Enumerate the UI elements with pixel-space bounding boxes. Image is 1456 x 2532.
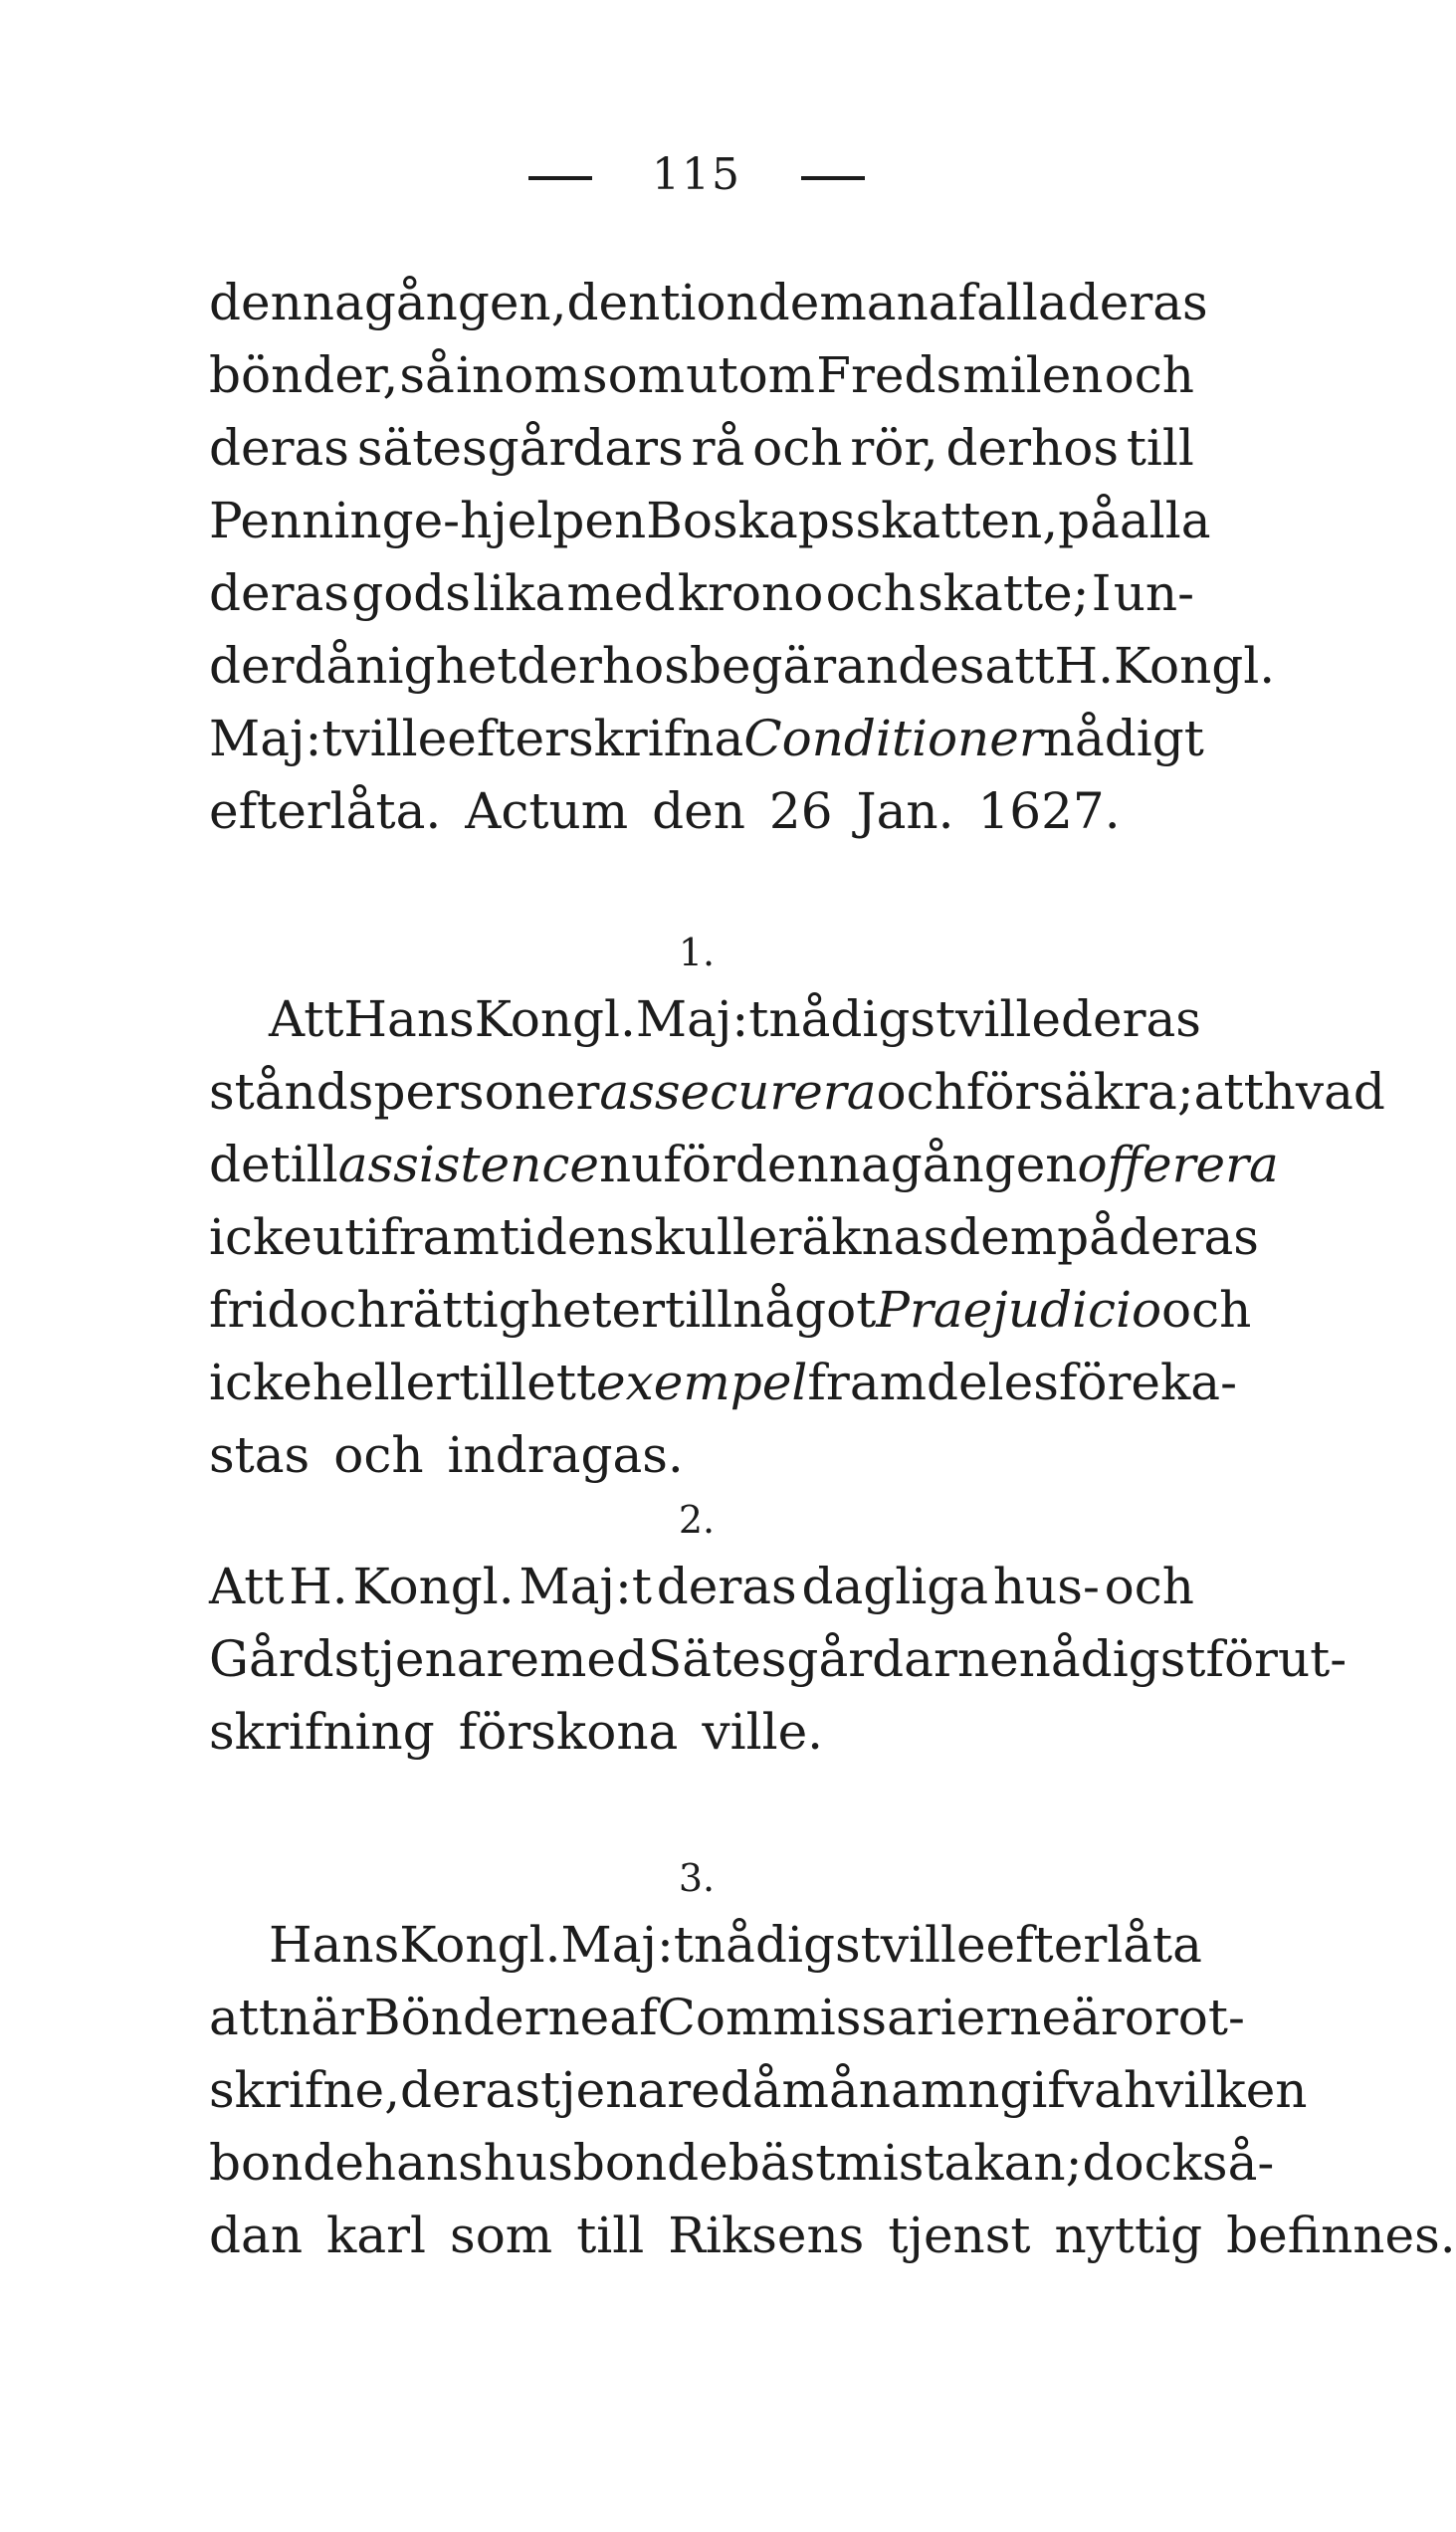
- page-header: [0, 149, 1393, 200]
- word: uti: [312, 1208, 381, 1266]
- text-line: [209, 1982, 1245, 2054]
- text-line: [209, 1623, 1348, 1696]
- word: alla: [976, 274, 1068, 331]
- word: Maj:t: [635, 990, 769, 1048]
- word: deras: [209, 564, 349, 622]
- word: krono: [677, 564, 824, 622]
- word: och: [825, 564, 916, 622]
- word: icke: [209, 1354, 312, 1411]
- text-line: [209, 1129, 1279, 1201]
- word: 26: [768, 782, 833, 840]
- word: och: [876, 1063, 966, 1121]
- word: indragas.: [447, 1426, 684, 1484]
- word: ville: [880, 1916, 986, 1974]
- word: bäst: [728, 2134, 836, 2192]
- word: föreka-: [1058, 1354, 1237, 1411]
- word: derhos: [517, 637, 690, 695]
- word: nådigst: [693, 1916, 881, 1974]
- word: heller: [312, 1354, 460, 1411]
- text-line: [209, 983, 1201, 1056]
- word: deras: [656, 1558, 797, 1615]
- word: karl: [326, 2207, 427, 2264]
- page-number: 115: [652, 149, 741, 200]
- word: hus-: [992, 1558, 1100, 1615]
- text-line: [209, 630, 1276, 703]
- text-line: [209, 775, 1194, 848]
- word: Kongl.: [474, 990, 636, 1048]
- word: den: [652, 782, 745, 840]
- word: försäkra;: [965, 1063, 1194, 1121]
- text-line: [209, 1347, 1237, 1419]
- word: till: [665, 1281, 733, 1339]
- word: tionde: [660, 274, 820, 331]
- word: för: [663, 1136, 735, 1193]
- word: offerera: [1077, 1136, 1279, 1193]
- word: och: [1104, 346, 1194, 404]
- word: må: [781, 2061, 859, 2119]
- word: gången,: [363, 274, 567, 331]
- word: nu: [598, 1136, 664, 1193]
- word: gods: [351, 564, 471, 622]
- word: något: [732, 1281, 877, 1339]
- word: derhos: [945, 419, 1119, 477]
- word: Jan.: [856, 782, 954, 840]
- word: icke: [209, 1208, 312, 1266]
- word: då: [720, 2061, 782, 2119]
- word: räknas: [777, 1208, 949, 1266]
- text-line: [209, 2127, 1275, 2200]
- word: skulle: [628, 1208, 778, 1266]
- word: äro: [1071, 1989, 1154, 2046]
- word: stas: [209, 1426, 311, 1484]
- word: rättigheter: [388, 1281, 665, 1339]
- text-line: [209, 412, 1194, 485]
- word: denna: [734, 1136, 891, 1193]
- word: så: [399, 346, 455, 404]
- word: efterskrifna: [447, 710, 744, 767]
- section-2-paragraph: [209, 1551, 1348, 1769]
- word: milen: [962, 346, 1104, 404]
- word: utom: [686, 346, 816, 404]
- word: Kongl.: [1113, 637, 1276, 695]
- word: framtiden: [380, 1208, 629, 1266]
- text-line: [209, 1419, 1194, 1492]
- text-line: [209, 1056, 1385, 1129]
- word: den: [566, 274, 661, 331]
- word: till: [1126, 419, 1194, 477]
- text-line: [209, 1274, 1252, 1347]
- word: skrifne,: [209, 2061, 401, 2119]
- word: förskona: [458, 1703, 679, 1761]
- word: hvad: [1263, 1063, 1385, 1121]
- word: till: [459, 1354, 527, 1411]
- word: nådigt: [1042, 710, 1204, 767]
- word: så-: [1201, 2134, 1275, 2192]
- word: Actum: [465, 782, 629, 840]
- word: assecurera: [599, 1063, 877, 1121]
- word: exempel: [596, 1354, 808, 1411]
- word: ville: [955, 990, 1061, 1048]
- word: Bönderne: [363, 1989, 610, 2046]
- word: lika: [473, 564, 565, 622]
- word: man: [819, 274, 929, 331]
- word: dan: [209, 2207, 304, 2264]
- word: Riksens: [668, 2207, 865, 2264]
- word: nyttig: [1054, 2207, 1203, 2264]
- word: att: [209, 1989, 279, 2046]
- text-line: [209, 267, 1208, 339]
- word: ut-: [1277, 1630, 1348, 1688]
- word: för: [1205, 1630, 1278, 1688]
- word: Penninge-hjelpen: [209, 492, 647, 549]
- word: rot-: [1153, 1989, 1245, 2046]
- word: H.: [289, 1558, 348, 1615]
- word: tjenst: [888, 2207, 1031, 2264]
- word: med: [539, 1630, 649, 1688]
- word: H.: [1054, 637, 1114, 695]
- word: hvilken: [1123, 2061, 1308, 2119]
- word: när: [279, 1989, 364, 2046]
- word: Maj:t: [209, 710, 342, 767]
- word: frid: [209, 1281, 300, 1339]
- header-dash-left: [528, 176, 592, 180]
- word: nådigst: [768, 990, 956, 1048]
- intro-paragraph: [209, 267, 1276, 848]
- word: Kongl.: [352, 1558, 515, 1615]
- word: Sätesgårdarne: [648, 1630, 1019, 1688]
- word: namngifva: [858, 2061, 1124, 2119]
- word: tjenare: [540, 2061, 721, 2119]
- word: mista: [835, 2134, 974, 2192]
- word: med: [566, 564, 676, 622]
- word: som: [581, 346, 686, 404]
- word: och: [333, 1426, 424, 1484]
- text-line: [209, 339, 1194, 412]
- word: I: [1091, 564, 1112, 622]
- text-line: [209, 1201, 1259, 1274]
- text-line: [209, 2200, 1456, 2272]
- section-number: 2.: [678, 1498, 716, 1542]
- word: på: [1057, 1208, 1119, 1266]
- word: Maj:t: [560, 1916, 694, 1974]
- word: befinnes.: [1226, 2207, 1456, 2264]
- word: efterlåta.: [209, 782, 442, 840]
- word: ett: [526, 1354, 597, 1411]
- word: rå: [691, 419, 745, 477]
- header-dash-right: [801, 176, 865, 180]
- word: Praejudicio: [876, 1281, 1162, 1339]
- word: bonde: [209, 2134, 364, 2192]
- word: de: [209, 1136, 271, 1193]
- word: deras: [400, 2061, 541, 2119]
- word: derdånighet: [209, 637, 518, 695]
- word: assistence: [337, 1136, 599, 1193]
- word: husbonde: [483, 2134, 728, 2192]
- word: denna: [209, 274, 364, 331]
- word: begärandes: [689, 637, 985, 695]
- word: af: [928, 274, 977, 331]
- word: kan;: [973, 2134, 1083, 2192]
- word: dem: [948, 1208, 1058, 1266]
- word: och: [1104, 1558, 1194, 1615]
- word: hans: [363, 2134, 484, 2192]
- word: Gårdstjenare: [209, 1630, 540, 1688]
- word: nådigst: [1018, 1630, 1206, 1688]
- word: bönder,: [209, 346, 399, 404]
- text-line: [209, 1909, 1202, 1982]
- word: Boskapsskatten,: [646, 492, 1059, 549]
- section-1-paragraph: [209, 983, 1385, 1492]
- word: skrifning: [209, 1703, 435, 1761]
- word: deras: [1067, 274, 1208, 331]
- word: dagliga: [801, 1558, 989, 1615]
- word: och: [752, 419, 843, 477]
- word: ville.: [702, 1703, 824, 1761]
- word: deras: [1060, 990, 1201, 1048]
- word: som: [450, 2207, 553, 2264]
- word: deras: [209, 419, 349, 477]
- word: deras: [1118, 1208, 1259, 1266]
- word: un-: [1113, 564, 1194, 622]
- text-line: [209, 1696, 1194, 1769]
- word: dock: [1082, 2134, 1202, 2192]
- text-line: [209, 485, 1211, 557]
- word: personer: [373, 1063, 600, 1121]
- word: Att: [209, 1558, 285, 1615]
- word: framdeles: [807, 1354, 1059, 1411]
- word: skatte;: [918, 564, 1090, 622]
- section-number: 1.: [678, 931, 716, 974]
- word: rör,: [850, 419, 938, 477]
- word: och: [299, 1281, 389, 1339]
- word: och: [1161, 1281, 1252, 1339]
- word: Freds: [816, 346, 962, 404]
- word: af: [609, 1989, 658, 2046]
- word: på: [1058, 492, 1120, 549]
- word: sätesgårdars: [356, 419, 684, 477]
- text-line: [209, 557, 1194, 630]
- word: till: [576, 2207, 645, 2264]
- word: ville: [341, 710, 448, 767]
- word: alla: [1119, 492, 1211, 549]
- word: Att: [269, 990, 344, 1048]
- text-line: [209, 1551, 1194, 1623]
- word: efterlåta: [985, 1916, 1202, 1974]
- word: Commissarierne: [657, 1989, 1072, 2046]
- word: Hans: [269, 1916, 400, 1974]
- section-number: 3.: [678, 1856, 716, 1900]
- word: inom: [456, 346, 581, 404]
- word: Kongl.: [399, 1916, 561, 1974]
- word: Conditioner: [743, 710, 1043, 767]
- text-line: [209, 703, 1204, 775]
- word: att: [984, 637, 1055, 695]
- word: Maj:t: [519, 1558, 652, 1615]
- text-line: [209, 2054, 1308, 2127]
- word: stånds: [209, 1063, 374, 1121]
- section-3-paragraph: [209, 1909, 1456, 2272]
- word: 1627.: [977, 782, 1121, 840]
- word: Hans: [343, 990, 475, 1048]
- word: att: [1193, 1063, 1264, 1121]
- word: gången: [890, 1136, 1078, 1193]
- word: till: [270, 1136, 338, 1193]
